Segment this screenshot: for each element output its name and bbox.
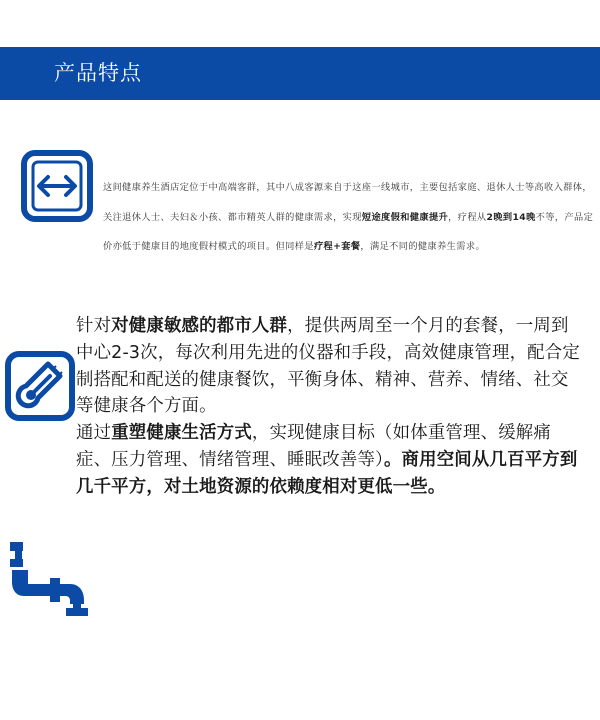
p2-text-1: 针对 [76,316,112,336]
intro-paragraph [103,173,595,262]
pipe-icon [6,538,90,622]
section-title: 产品特点 [54,61,142,85]
p2-highlight-2: 重塑健康生活方式 [111,423,252,444]
p2-highlight-3: 。商用空间从几百平方到几千平方，对土地资源的依赖度相对更低一些。 [76,449,578,497]
arrows-horizontal-icon [20,149,94,223]
section-header-bar [0,47,600,100]
p1-highlight-1: 短途度假和健康提升 [361,211,449,223]
p2-text-3: 通过 [76,423,112,444]
p2-text-4: ，实现健康目标（如体重管理、缓解痛症、压力管理、情绪管理、睡眠改善等） [76,423,551,470]
p1-text-2: ，疗程从 [448,211,487,223]
thermometer-icon [4,350,76,422]
p1-highlight-3: 疗程+套餐 [313,241,361,252]
p2-highlight-1: 对健康敏感的都市人群 [111,316,288,336]
p1-highlight-2: 2晚到14晚 [486,211,536,223]
p1-text-4: ，满足不同的健康养生需求。 [360,241,486,252]
p1-text-3: 不等，产品定价亦低于健康目的地度假村模式的项目。但同样是 [103,211,594,252]
p2-text-2: ，提供两周至一个月的套餐，一周到中心2-3次，每次利用先进的仪器和手段，高效健康管理，配合定制搭配和配送的健康餐饮，平衡身体、精神、营养、情绪、社交等健康各个方面。 [76,316,580,417]
p1-text-1: 这间健康养生酒店定位于中高端客群，其中八成客源来自于这座一线城市，主要包括家庭、退休人士等高收入群体，关注退休人士、夫妇＆小孩、都市精英人群的健康需求，实现 [103,182,592,223]
feature-paragraph [76,313,586,501]
